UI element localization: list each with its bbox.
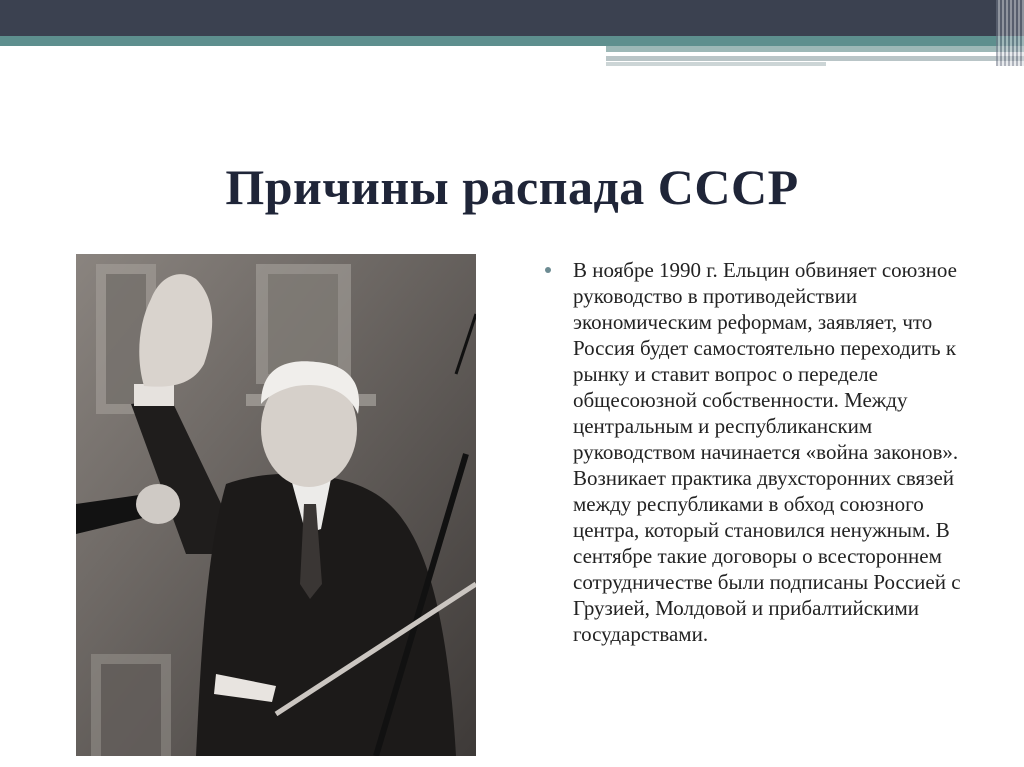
header-bar-teal xyxy=(0,36,1024,46)
bullet-item xyxy=(541,257,981,647)
header-accent-line-3 xyxy=(606,62,826,66)
slide-title: Причины распада СССР xyxy=(225,159,799,215)
bullet-icon xyxy=(545,267,551,273)
header-corner-stripes xyxy=(996,0,1024,66)
header-bar-dark xyxy=(0,0,1024,36)
header-accent-line xyxy=(606,46,1024,52)
bullet-text: В ноябре 1990 г. Ельцин обвиняет союзное руководство в противодействии экономическим реформам, заявляет, что Россия будет самостоятельно переходить к рынку и ставит вопрос о переделе общесоюзной собственности. Между центральным и республиканским руководством начинается «война законов». Возникает практика двухсторонних связей между республиками в обход союзного центра, который становился ненужным. В сентябре такие договоры о всестороннем сотрудничестве были подписаны Россией с Грузией, Молдовой и прибалтийскими государствами. xyxy=(573,258,961,646)
bullet-list xyxy=(541,257,981,647)
speaker-photo xyxy=(76,254,476,756)
header-accent-line-2 xyxy=(606,56,1024,61)
speaker-photo-illustration xyxy=(76,254,476,756)
